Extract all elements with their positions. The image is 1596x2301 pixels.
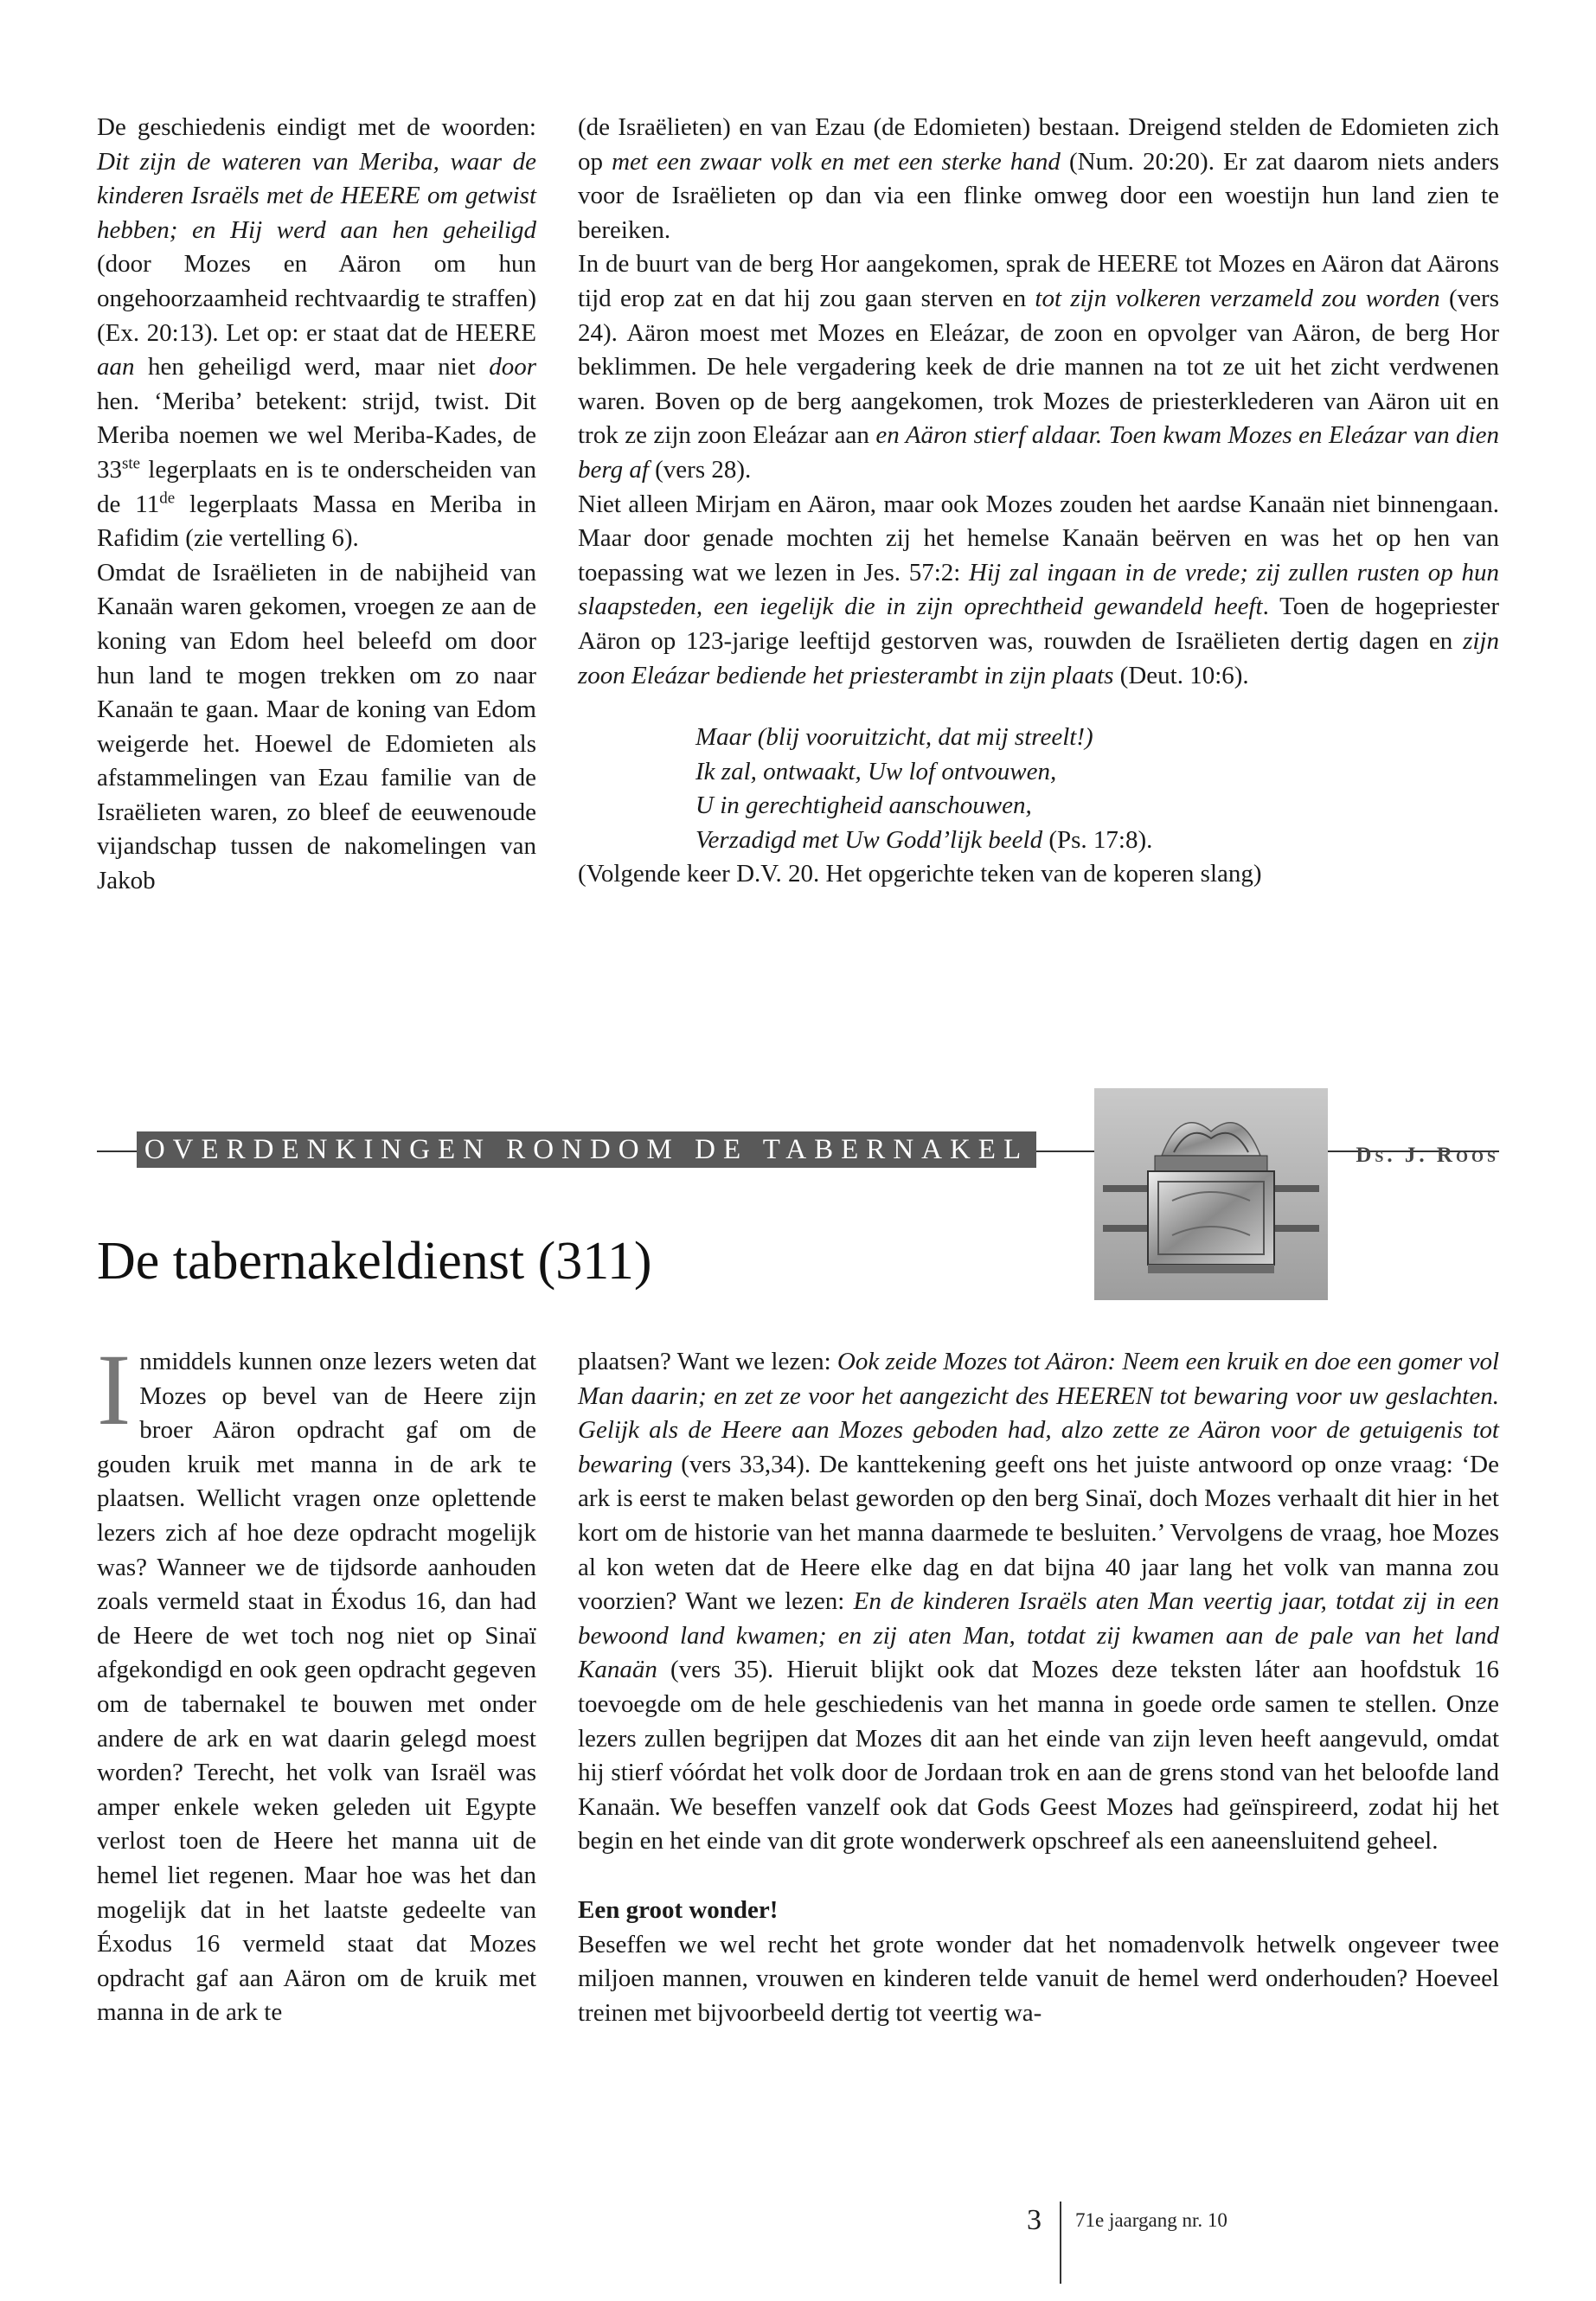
top-left-column: [97, 111, 536, 899]
psalm-quote: [695, 721, 1499, 857]
ark-of-covenant-image: [1094, 1088, 1328, 1300]
paragraph: plaatsen? Want we lezen: Ook zeide Mozes tot Aäron: Neem een kruik en doe een gomer vol Man daarin; en zet ze voor het aangezicht des HEEREN tot bewaring voor uw geslachten. Gelijk als de Heere aan Mozes geboden had, alzo zette ze Aäron voor de getuigenis tot bewaring (vers 33,34). De kanttekening geeft ons het juiste antwoord op onze vraag: ‘De ark is eerst te maken belast geworden op den berg Sinaï, doch Mozes verhaalt dit hier in het kort om de historie van het manna daarmede te besluiten.’ Vervolgens de vraag, hoe Mozes al kon weten dat de Heere elke dag en dat bijna 40 jaar lang het volk van manna zou voorzien? Want we lezen: En de kinderen Israëls aten Man veertig jaar, totdat zij in een bewoond land kwamen; en zij aten Man, totdat zij kwamen aan de pale van het land Kanaän (vers 35). Hieruit blijkt ook dat Mozes deze teksten láter aan hoofdstuk 16 toevoegde om de hele geschiedenis van het manna in goede orde samen te stellen. Onze lezers zullen begrijpen dat Mozes dit aan het einde van zijn leven heeft aangevuld, omdat hij stierf vóórdat het volk door de Jordaan trok en aan de grens stond van het beloofde land Kanaän. We beseffen vanzelf ook dat Gods Geest Mozes had geïnspireerd, zodat hij het begin en het einde van dit grote wonderwerk opschreef als een aaneensluitend geheel.: [578, 1348, 1499, 1856]
poem-line: Verzadigd met Uw Godd’lijk beeld: [695, 825, 1043, 854]
article-title: De tabernakeldienst (311): [97, 1232, 652, 1291]
paragraph: In de buurt van de berg Hor aangekomen, sprak de HEERE tot Mozes en Aäron dat Aärons tijd erop zat en dat hij zou gaan sterven en tot zijn volkeren verzameld zou worden (vers 24). Aäron moest met Mozes en Eleázar, de zoon en opvolger van Aäron, de berg Hor beklimmen. De hele vergadering keek de drie mannen na tot ze uit het zicht verdwenen waren. Boven op de berg aangekomen, trok Mozes de priesterklederen van Aäron uit en trok ze zijn zoon Eleázar aan en Aäron stierf aldaar. Toen kwam Mozes en Eleázar van dien berg af (vers 28).: [578, 250, 1499, 484]
bottom-left-column: [97, 1333, 536, 2030]
poem-line: Ik zal, ontwaakt, Uw lof ontvouwen,: [695, 757, 1057, 785]
author-byline: Ds. J. Roos: [1356, 1144, 1499, 1167]
paragraph: Omdat de Israëlieten in de nabijheid van Kanaän waren gekomen, vroegen ze aan de koning van Edom heel beleefd om door hun land te mogen trekken om zo naar Kanaän te gaan. Maar de koning van Edom weigerde het. Hoewel de Edomieten als afstammelingen van Ezau familie van de Israëlieten waren, zo bleef de eeuwenoude vijandschap tussen de nakomelingen van Jakob: [97, 558, 536, 895]
footer-divider: [1060, 2202, 1061, 2284]
poem-line: U in gerechtigheid aanschouwen,: [695, 792, 1032, 820]
paragraph: Beseffen we wel recht het grote wonder dat het nomadenvolk hetwelk ongeveer twee miljoen mannen, vrouwen en kinderen telde vanuit de hemel werd onderhouden? Hoeveel treinen met bijvoorbeeld dertig tot veertig wa-: [578, 1930, 1499, 2027]
next-episode-note: (Volgende keer D.V. 20. Het opgerichte teken van de koperen slang): [578, 860, 1262, 888]
paragraph: De geschiedenis eindigt met de woorden: Dit zijn de wateren van Meriba, waar de kinderen Israëls met de HEERE om getwist hebben; en Hij werd aan hen geheiligd (door Mozes en Aäron om hun ongehoorzaamheid rechtvaardig te straffen) (Ex. 20:13). Let op: er staat dat de HEERE aan hen geheiligd werd, maar niet door hen. ‘Meriba’ betekent: strijd, twist. Dit Meriba noemen we wel Meriba-Kades, de 33ste legerplaats en is te onderscheiden van de 11de legerplaats Massa en Meriba in Rafidim (zie vertelling 6).: [97, 113, 537, 553]
page-number: 3: [1027, 2204, 1042, 2236]
subheading: Een groot wonder!: [578, 1895, 779, 1924]
bottom-right-column: [578, 1345, 1499, 2030]
poem-reference: (Ps. 17:8).: [1042, 825, 1153, 854]
paragraph: Niet alleen Mirjam en Aäron, maar ook Mozes zouden het aardse Kanaän niet binnengaan. Maar door genade mochten zij het hemelse Kanaän beërven en was het op hen van toepassing wat we lezen in Jes. 57:2: Hij zal ingaan in de vrede; zij zullen rusten op hun slaapsteden, een iegelijk die in zijn oprechtheid gewandeld heeft. Toen de hogepriester Aäron op 123-jarige leeftijd gestorven was, rouwden de Israëlieten dertig dagen en zijn zoon Eleázar bediende het priesterambt in zijn plaats (Deut. 10:6).: [578, 490, 1499, 689]
drop-cap: I: [97, 1333, 131, 1446]
issue-label: 71e jaargang nr. 10: [1075, 2209, 1227, 2231]
paragraph: (de Israëlieten) en van Ezau (de Edomieten) bestaan. Dreigend stelden de Edomieten zich op met een zwaar volk en met een sterke hand (Num. 20:20). Er zat daarom niets anders voor de Israëlieten op dan via een flinke omweg door een woestijn hun land zien te bereiken.: [578, 113, 1499, 244]
paragraph: Inmiddels kunnen onze lezers weten dat Mozes op bevel van de Heere zijn broer Aäron opdracht gaf om de gouden kruik met manna in de ark te plaatsen. Wellicht vragen onze oplettende lezers zich af hoe deze opdracht mogelijk was? Wanneer we de tijdsorde aanhouden zoals vermeld staat in Éxodus 16, dan had de Heere de wet toch nog niet op Sinaï afgekondigd en ook geen opdracht gegeven om de tabernakel te bouwen met onder andere de ark en wat daarin gelegd moest worden? Terecht, het volk van Israël was amper enkele weken geleden uit Egypte verlost toen de Heere het manna uit de hemel liet regenen. Maar hoe was het dan mogelijk dat in het laatste gedeelte van Éxodus 16 vermeld staat dat Mozes opdracht gaf aan Aäron om de kruik met manna in de ark te: [97, 1333, 536, 2027]
section-rubric: OVERDENKINGEN RONDOM DE TABERNAKEL: [137, 1131, 1036, 1168]
top-right-column: [578, 111, 1499, 892]
poem-line: Maar (blij vooruitzicht, dat mij streelt!): [695, 723, 1093, 752]
rubric-rule-left: [97, 1150, 137, 1152]
